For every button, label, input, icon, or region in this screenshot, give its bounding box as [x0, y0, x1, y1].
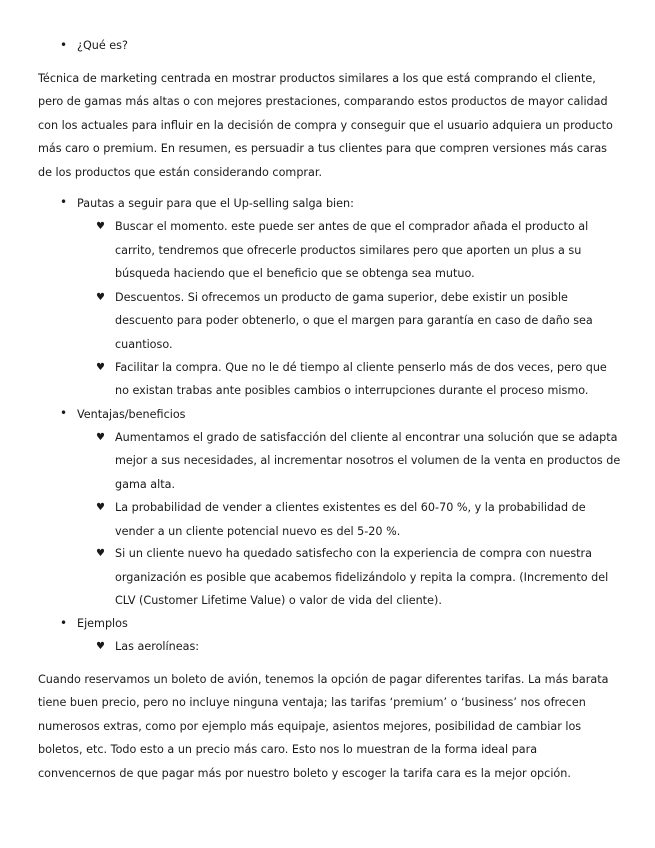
list-item-line: gama alta. — [115, 478, 176, 491]
heart-bullet-icon: ♥ — [96, 548, 105, 559]
list-item-line: Facilitar la compra. Que no le dé tiempo al cliente penserlo más de dos veces, pero que — [115, 361, 607, 374]
list-item-line: Si un cliente nuevo ha quedado satisfecho con la experiencia de compra con nuestra — [115, 547, 592, 560]
paragraph-line: boletos, etc. Todo esto a un precio más caro. Esto nos lo muestran de la forma ideal para — [38, 743, 538, 756]
list-item-line: La probabilidad de vender a clientes existentes es del 60-70 %, y la probabilidad de — [115, 501, 586, 514]
paragraph-line: de los productos que están considerando comprar. — [38, 166, 323, 179]
paragraph-line: numerosos extras, como por ejemplo más equipaje, asientos mejores, posibilidad de cambiar los — [38, 720, 582, 733]
heading-ejemplos: Ejemplos — [77, 617, 128, 630]
bullet-icon: • — [60, 195, 68, 209]
heading-pautas: Pautas a seguir para que el Up-selling salga bien: — [77, 197, 354, 210]
heading-ventajas: Ventajas/beneficios — [77, 408, 186, 421]
heart-bullet-icon: ♥ — [96, 221, 105, 232]
bullet-icon: • — [60, 38, 68, 52]
list-item-line: Las aerolíneas: — [115, 640, 200, 653]
list-item-line: descuento para poder obtenerlo, o que el margen para garantía en caso de daño sea — [115, 314, 593, 327]
paragraph-line: pero de gamas más altas o con mejores prestaciones, comparando estos productos de mayor calidad — [38, 95, 608, 108]
list-item-line: mejor a sus necesidades, al incrementar nosotros el volumen de la venta en productos de — [115, 454, 621, 467]
list-item-line: vender a un cliente potencial nuevo es del 5-20 %. — [115, 525, 401, 538]
heart-bullet-icon: ♥ — [96, 502, 105, 513]
heart-bullet-icon: ♥ — [96, 362, 105, 373]
list-item-line: organización es posible que acabemos fidelizándolo y repita la compra. (Incremento del — [115, 571, 609, 584]
list-item-line: Buscar el momento. este puede ser antes de que el comprador añada el producto al — [115, 220, 589, 233]
heart-bullet-icon: ♥ — [96, 292, 105, 303]
list-item-line: no existan trabas ante posibles cambios o interrupciones durante el proceso mismo. — [115, 384, 589, 397]
paragraph-line: Cuando reservamos un boleto de avión, tenemos la opción de pagar diferentes tarifas. La más barata — [38, 673, 609, 686]
list-item-line: CLV (Customer Lifetime Value) o valor de vida del cliente). — [115, 594, 442, 607]
list-item-line: Descuentos. Si ofrecemos un producto de gama superior, debe existir un posible — [115, 291, 568, 304]
bullet-icon: • — [60, 616, 68, 630]
list-item-line: cuantioso. — [115, 338, 173, 351]
paragraph-line: Técnica de marketing centrada en mostrar productos similares a los que está comprando el cliente, — [38, 72, 596, 85]
list-item-line: búsqueda haciendo que el beneficio que se obtenga sea mutuo. — [115, 267, 475, 280]
heart-bullet-icon: ♥ — [96, 641, 105, 652]
list-item-line: carrito, tendremos que ofrecerle productos similares pero que aporten un plus a su — [115, 244, 582, 257]
paragraph-line: con los actuales para influir en la decisión de compra y conseguir que el usuario adquiera un producto — [38, 119, 613, 132]
bullet-icon: • — [60, 406, 68, 420]
heading-que-es: ¿Qué es? — [77, 39, 128, 52]
paragraph-line: tiene buen precio, pero no incluye ninguna ventaja; las tarifas ‘premium’ o ‘business’ nos ofrecen — [38, 696, 586, 709]
list-item-line: Aumentamos el grado de satisfacción del cliente al encontrar una solución que se adapta — [115, 431, 618, 444]
paragraph-line: más caro o premium. En resumen, es persuadir a tus clientes para que compren versiones más caras — [38, 142, 608, 155]
heart-bullet-icon: ♥ — [96, 432, 105, 443]
paragraph-line: convencernos de que pagar más por nuestro boleto y escoger la tarifa cara es la mejor opción. — [38, 767, 571, 780]
